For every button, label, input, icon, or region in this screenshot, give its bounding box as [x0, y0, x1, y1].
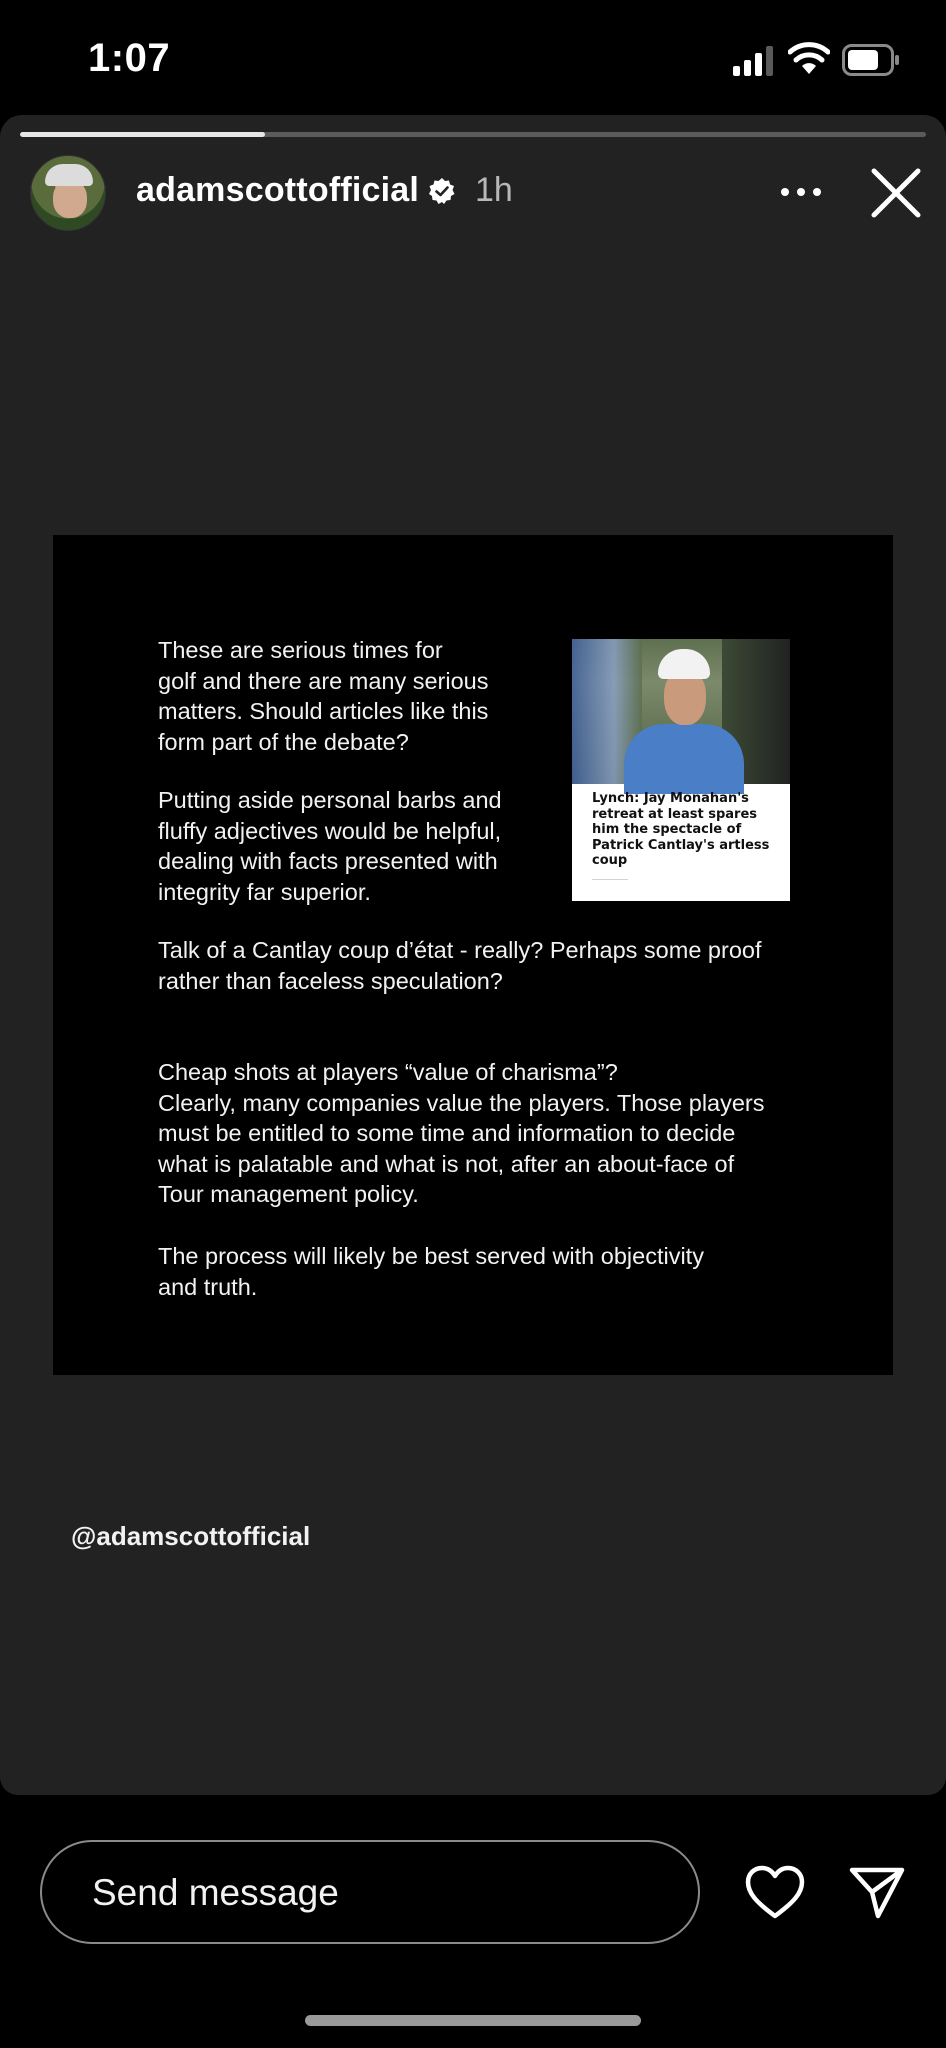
post-paragraph-3: Talk of a Cantlay coup d’état - really? Perhaps some proof rather than faceless speculation?: [158, 937, 762, 994]
send-icon[interactable]: [848, 1864, 906, 1920]
post-image: [53, 535, 893, 1375]
article-screenshot: [572, 639, 790, 901]
story-header: [0, 155, 946, 235]
story-time-ago: 1h: [475, 171, 513, 209]
post-paragraph-4: Cheap shots at players “value of charisma”? Clearly, many companies value the players. Those players must be entitled to some time and information to decide what is palatable and what is not, after an about-face of Tour management policy.: [158, 1059, 765, 1207]
status-time: 1:07: [88, 36, 171, 80]
wifi-icon: [788, 42, 830, 76]
send-message-placeholder: Send message: [92, 1872, 339, 1913]
heart-icon[interactable]: [744, 1864, 806, 1920]
send-message-input[interactable]: [40, 1840, 700, 1944]
signal-icon: [733, 46, 775, 76]
post-paragraph-1: These are serious times for golf and there are many serious matters. Should articles like this form part of the debate?: [158, 637, 489, 755]
username[interactable]: adamscottofficial: [136, 171, 420, 209]
article-photo: [572, 639, 790, 784]
avatar[interactable]: [30, 155, 106, 231]
more-icon[interactable]: [778, 177, 824, 207]
home-indicator: [305, 2015, 641, 2026]
post-paragraph-2: Putting aside personal barbs and fluffy adjectives would be helpful, dealing with facts presented with integrity far superior.: [158, 787, 502, 905]
status-bar: [0, 0, 946, 115]
story-progress-bar: [20, 132, 926, 137]
mention-sticker[interactable]: @adamscottofficial: [71, 1521, 311, 1551]
article-headline: Lynch: Jay Monahan's retreat at least spares him the spectacle of Patrick Cantlay's artless coup: [592, 791, 770, 868]
close-icon[interactable]: [870, 167, 922, 219]
story-progress-fill: [20, 132, 265, 137]
story-card[interactable]: [0, 115, 946, 1795]
post-paragraph-5: The process will likely be best served with objectivity and truth.: [158, 1243, 704, 1300]
verified-icon: [428, 177, 456, 205]
battery-icon: [842, 44, 900, 76]
article-byline: ——————: [592, 877, 628, 883]
